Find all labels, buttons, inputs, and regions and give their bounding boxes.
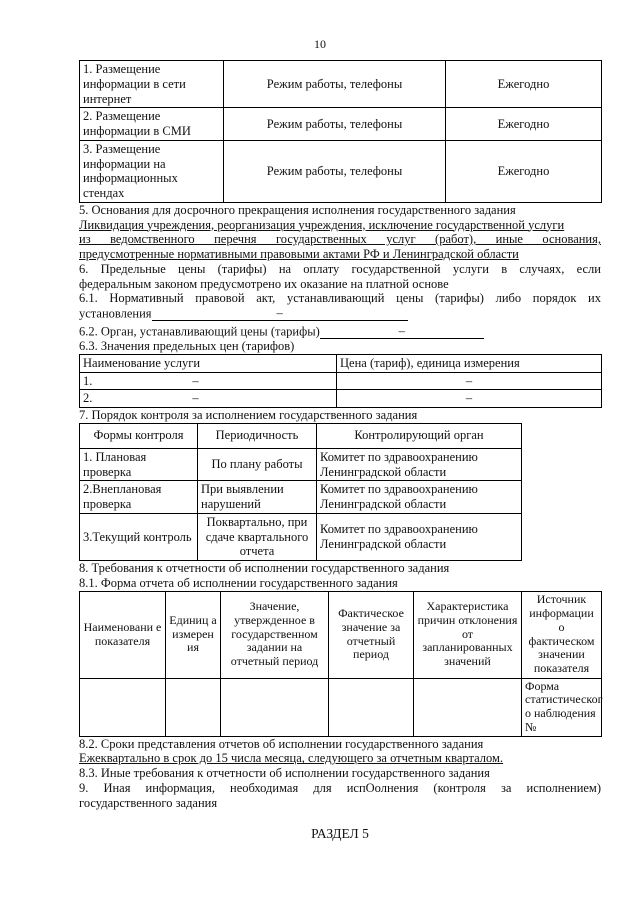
s5-line1: Ликвидация учреждения, реорганизация учреждения, исключение государственной услуги xyxy=(79,217,565,232)
table-row xyxy=(80,372,602,390)
info-content-cell: Режим работы, телефоны xyxy=(224,108,446,141)
info-content-cell: Режим работы, телефоны xyxy=(224,61,446,108)
s61-value-line: – xyxy=(152,306,408,321)
s6-line2: федеральным законом предусмотрено их оказание на платной основе xyxy=(79,276,449,291)
s61-label: установления xyxy=(79,306,152,321)
table-row xyxy=(80,108,602,141)
control-header-body: Контролирующий орган xyxy=(317,423,522,448)
info-frequency-cell: Ежегодно xyxy=(446,108,602,141)
info-frequency-cell: Ежегодно xyxy=(446,140,602,202)
report-header-deviation: Характеристика причин отклонения от запланированных значений xyxy=(414,591,522,678)
table-row xyxy=(80,481,522,514)
s83-heading: 8.3. Иные требования к отчетности об исполнении государственного задания xyxy=(79,766,490,781)
table-row xyxy=(80,140,602,202)
s6-line1: 6. Предельные цены (тарифы) на оплату государственной услуги в случаях, если xyxy=(79,261,601,276)
report-header-unit: Единиц а измерен ия xyxy=(166,591,221,678)
info-method-cell: 1. Размещение информации в сети интернет xyxy=(80,61,224,108)
price-name-value: – xyxy=(192,373,199,388)
s8-heading: 8. Требования к отчетности об исполнении государственного задания xyxy=(79,561,450,575)
control-period-cell: По плану работы xyxy=(198,448,317,481)
report-empty-cell xyxy=(80,678,166,736)
report-header-planned: Значение, утвержденное в государственном задании на отчетный период xyxy=(221,591,329,678)
s63-heading: 6.3. Значения предельных цен (тарифов) xyxy=(79,339,295,353)
control-header-form: Формы контроля xyxy=(80,423,198,448)
control-form-cell: 3.Текущий контроль xyxy=(80,513,198,560)
price-row-number: 2. xyxy=(83,391,93,406)
section-title: РАЗДЕЛ 5 xyxy=(311,826,369,842)
table-header-row xyxy=(80,423,522,448)
s62-label: 6.2. Орган, устанавливающий цены (тарифы) xyxy=(79,324,320,339)
report-empty-cell xyxy=(329,678,414,736)
info-method-cell: 2. Размещение информации в СМИ xyxy=(80,108,224,141)
control-period-cell: Поквартально, при сдаче квартального отчета xyxy=(198,513,317,560)
price-name-cell xyxy=(80,390,337,408)
s5-line3: предусмотренные нормативными правовыми актами РФ и Ленинградской области xyxy=(79,247,519,261)
price-value-cell: – xyxy=(337,372,602,390)
control-body-cell: Комитет по здравоохранению Ленинградской области xyxy=(317,513,522,560)
table-header-row xyxy=(80,591,602,678)
s9-line2: государственного задания xyxy=(79,795,218,810)
s82-heading: 8.2. Сроки представления отчетов об исполнении государственного задания xyxy=(79,736,484,751)
s62-line xyxy=(79,324,601,339)
s7-heading: 7. Порядок контроля за исполнением государственного задания xyxy=(79,408,418,422)
report-form-table xyxy=(79,591,602,737)
table-row xyxy=(80,448,522,481)
report-empty-cell xyxy=(221,678,329,736)
table-header-row xyxy=(80,354,602,372)
control-body-cell: Комитет по здравоохранению Ленинградской области xyxy=(317,448,522,481)
s82-value: Ежеквартально в срок до 15 числа месяца, следующего за отчетным кварталом. xyxy=(79,751,504,766)
control-form-cell: 1. Плановая проверка xyxy=(80,448,198,481)
info-table xyxy=(79,60,602,203)
table-row xyxy=(80,61,602,108)
report-empty-cell xyxy=(166,678,221,736)
info-method-cell: 3. Размещение информации на информационных стендах xyxy=(80,140,224,202)
price-table xyxy=(79,354,602,408)
price-name-value: – xyxy=(192,391,199,406)
s81-heading: 8.1. Форма отчета об исполнении государственного задания xyxy=(79,575,398,590)
control-body-cell: Комитет по здравоохранению Ленинградской области xyxy=(317,481,522,514)
table-row xyxy=(80,390,602,408)
price-row-number: 1. xyxy=(83,373,93,388)
info-frequency-cell: Ежегодно xyxy=(446,61,602,108)
price-name-cell xyxy=(80,372,337,390)
table-row xyxy=(80,678,602,736)
table-row xyxy=(80,513,522,560)
price-value-cell: – xyxy=(337,390,602,408)
price-header-price: Цена (тариф), единица измерения xyxy=(337,354,602,372)
control-form-cell: 2.Внеплановая проверка xyxy=(80,481,198,514)
info-content-cell: Режим работы, телефоны xyxy=(224,140,446,202)
control-period-cell: При выявлении нарушений xyxy=(198,481,317,514)
control-table xyxy=(79,423,522,561)
report-header-source: Источник информации о фактическом значении показателя xyxy=(522,591,602,678)
control-header-period: Периодичность xyxy=(198,423,317,448)
s9-line1: 9. Иная информация, необходимая для испОолнения (контроля за исполнением) xyxy=(79,780,601,795)
report-header-actual: Фактическое значение за отчетный период xyxy=(329,591,414,678)
price-header-name: Наименование услуги xyxy=(80,354,337,372)
s62-value-line: – xyxy=(320,324,484,339)
s61-line2 xyxy=(79,306,601,321)
report-empty-cell xyxy=(414,678,522,736)
s61-line1: 6.1. Нормативный правовой акт, устанавливающий цены (тарифы) либо порядок их xyxy=(79,291,601,306)
report-header-indicator: Наименовани е показателя xyxy=(80,591,166,678)
content xyxy=(79,60,601,842)
report-source-cell: Форма статистическог о наблюдения № xyxy=(522,678,602,736)
s5-line2: из ведомственного перечня государственных услуг (работ), иные основания, xyxy=(79,232,601,247)
page-number: 10 xyxy=(314,37,326,51)
s5-heading: 5. Основания для досрочного прекращения исполнения государственного задания xyxy=(79,202,516,217)
